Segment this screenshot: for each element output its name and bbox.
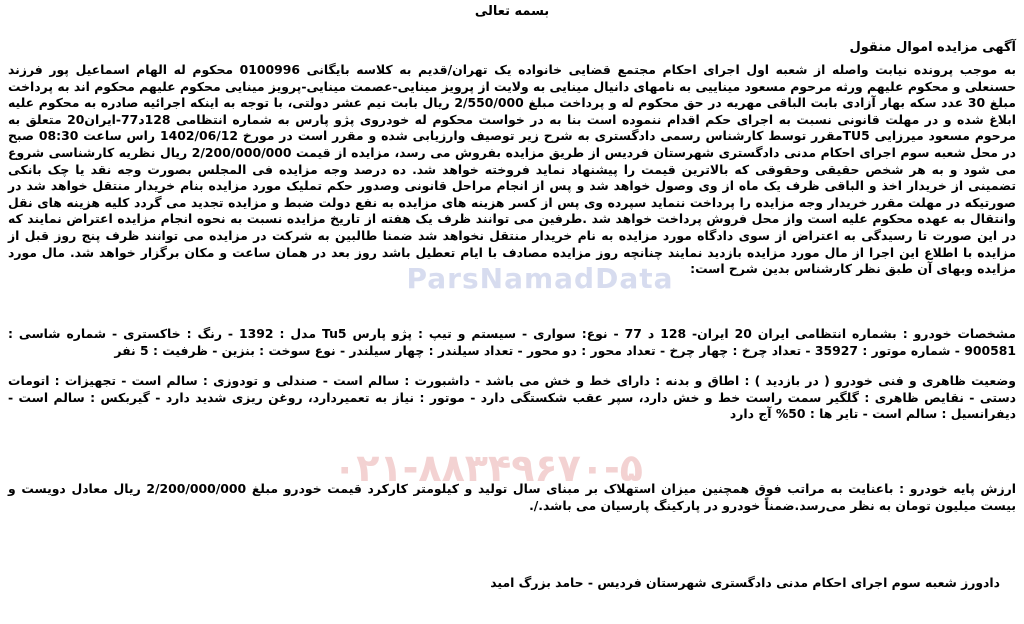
signature-line: دادورز شعبه سوم اجرای احکام مدنی دادگستری شهرستان فردیس - حامد بزرگ امید	[490, 575, 1000, 590]
watermark-phone: ۰۲۱-۸۸۳۴۹۶۷۰-۵	[333, 446, 643, 490]
vehicle-condition-text: اطاق و بدنه : دارای خط و خش می باشد - داشبورت : سالم است - صندلی و تودوزی : سالم است - تجهیزات : اتومات دستی - نقایص ظاهری : گلگیر سمت راست خط و خش دارد، سپر عقب شکستگی دارد - موتور : نیاز به تعمیردارد، روغن ریزی شدید دارد - گیربکس : سالم است - دیفرانسیل : سالم است - تایر ها : 50% آج دارد	[8, 373, 1016, 422]
doc-title: بسمه تعالی	[474, 4, 550, 19]
vehicle-condition-label: وضعیت ظاهری و فنی خودرو ( در بازدید ) :	[744, 373, 1016, 388]
doc-subtitle: آگهی مزایده اموال منقول	[849, 40, 1016, 55]
paragraph-vehicle-condition	[8, 373, 1016, 423]
base-value-label: ارزش پایه خودرو :	[899, 481, 1016, 496]
paragraph-main: به موجب پرونده نیابت واصله از شعبه اول اجرای احکام مجتمع قضایی خانواده یک تهران/قدیم به کلاسه بایگانی 0100996 محکوم له الهام اسماعیل پور فرزند حسنعلی و محکوم علیهم ورثه مرحوم مسعود میناییی به نامهای دانیال مینایی به ولایت از پرویز مینایی-عصمت مینایی-پرویز مینایی محکوم علیهم محکوم اند به پرداخت مبلغ 30 عدد سکه بهار آزادی بابت الباقی مهریه در حق محکوم له و پرداخت مبلغ 2/550/000 ریال بابت نیم عشر دولتی، با توجه به اینکه اجرائیه صادره به محکوم علیه ابلاغ شده و در مهلت قانونی نسبت به اجرای حکم اقدام ننموده است بنا به در خواست محکوم له خودروی پژو پارس به شماره انتظامی 128د77-ایران20 متعلق به مرحوم مسعود میرزایی TU5مقرر توسط کارشناس رسمی دادگستری به شرح زیر توصیف وارزیابی شده و مقرر است در مورخ 1402/06/12 راس ساعت 08:30 صبح در محل شعبه سوم اجرای احکام مدنی دادگستری شهرستان فردیس از طریق مزایده بفروش می رسد، مزایده از قیمت 2/200/000/000 ریال نظریه کارشناسی شروع می شود و به هر شخص حقیقی وحقوقی که بالاترین قیمت را پیشنهاد نماید فروخته خواهد شد. ده درصد وجه مزایده فی المجلس بصورت وجه نقد یا چک بانکی تضمینی از خریدار اخذ و الباقی ظرف یک ماه از وی وصول خواهد شد و پس از انجام مراحل قانونی وصدور حکم تملیک مورد مزایده بنام خریدار منتقل خواهد شد در صورتیکه در مهلت مقرر خریدار وجه مزایده را پرداخت ننماید سپرده وی پس از کسر هزینه های مزایده به نفع دولت ضبط و مزایده تجدید می گردد کلیه هزینه های نقل وانتقال به عهده محکوم علیه است واز محل فروش پرداخت خواهد شد .طرفین می توانند ظرف یک هفته از تاریخ مزایده نسبت به نحوه انجام مزایده اعتراض نمایند که در این صورت تا رسیدگی به اعتراض از سوی دادگاه مورد مزایده به نام خریدار منتقل نخواهد شد ضمنا طالبین به شرکت در مزایده می توانند ظرف پنج روز قبل از مزایده با اطلاع این اجرا از مال مورد مزایده بازدید نمایند چنانچه روز مزایده مصادف با ایام تعطیل باشد روز بعد در همان ساعت و مکان برگزار خواهد شد. مال مورد مزایده وبهای آن طبق نظر کارشناس بدین شرح است:	[8, 62, 1017, 277]
watermark-brand: ParsNamadData	[406, 262, 674, 295]
paragraph-base-value	[8, 481, 1016, 514]
base-value-text: باعنایت به مراتب فوق همچنین میزان استهلاک بر مبنای سال تولید و کیلومتر کارکرد قیمت خودرو مبلغ 2/200/000/000 ریال معادل دویست و بیست میلیون تومان به نظر می‌رسد.ضمناً خودرو در پارکینگ پارسیان می باشد./.	[8, 481, 1016, 513]
vehicle-specs-text: بشماره انتظامی ایران 20 ایران- 128 د 77 - نوع: سواری - سیستم و تیپ : پژو پارس Tu5 مدل : 1392 - رنگ : خاکستری - شماره شاسی : 900581 - شماره موتور : 35927 - تعداد چرخ : چهار چرخ - تعداد محور : دو محور - تعداد سیلندر : چهار سیلندر - نوع سوخت : بنزین - ظرفیت : 5 نفر	[8, 326, 1016, 358]
paragraph-vehicle-specs	[8, 326, 1016, 359]
vehicle-specs-label: مشخصات خودرو :	[902, 326, 1016, 341]
